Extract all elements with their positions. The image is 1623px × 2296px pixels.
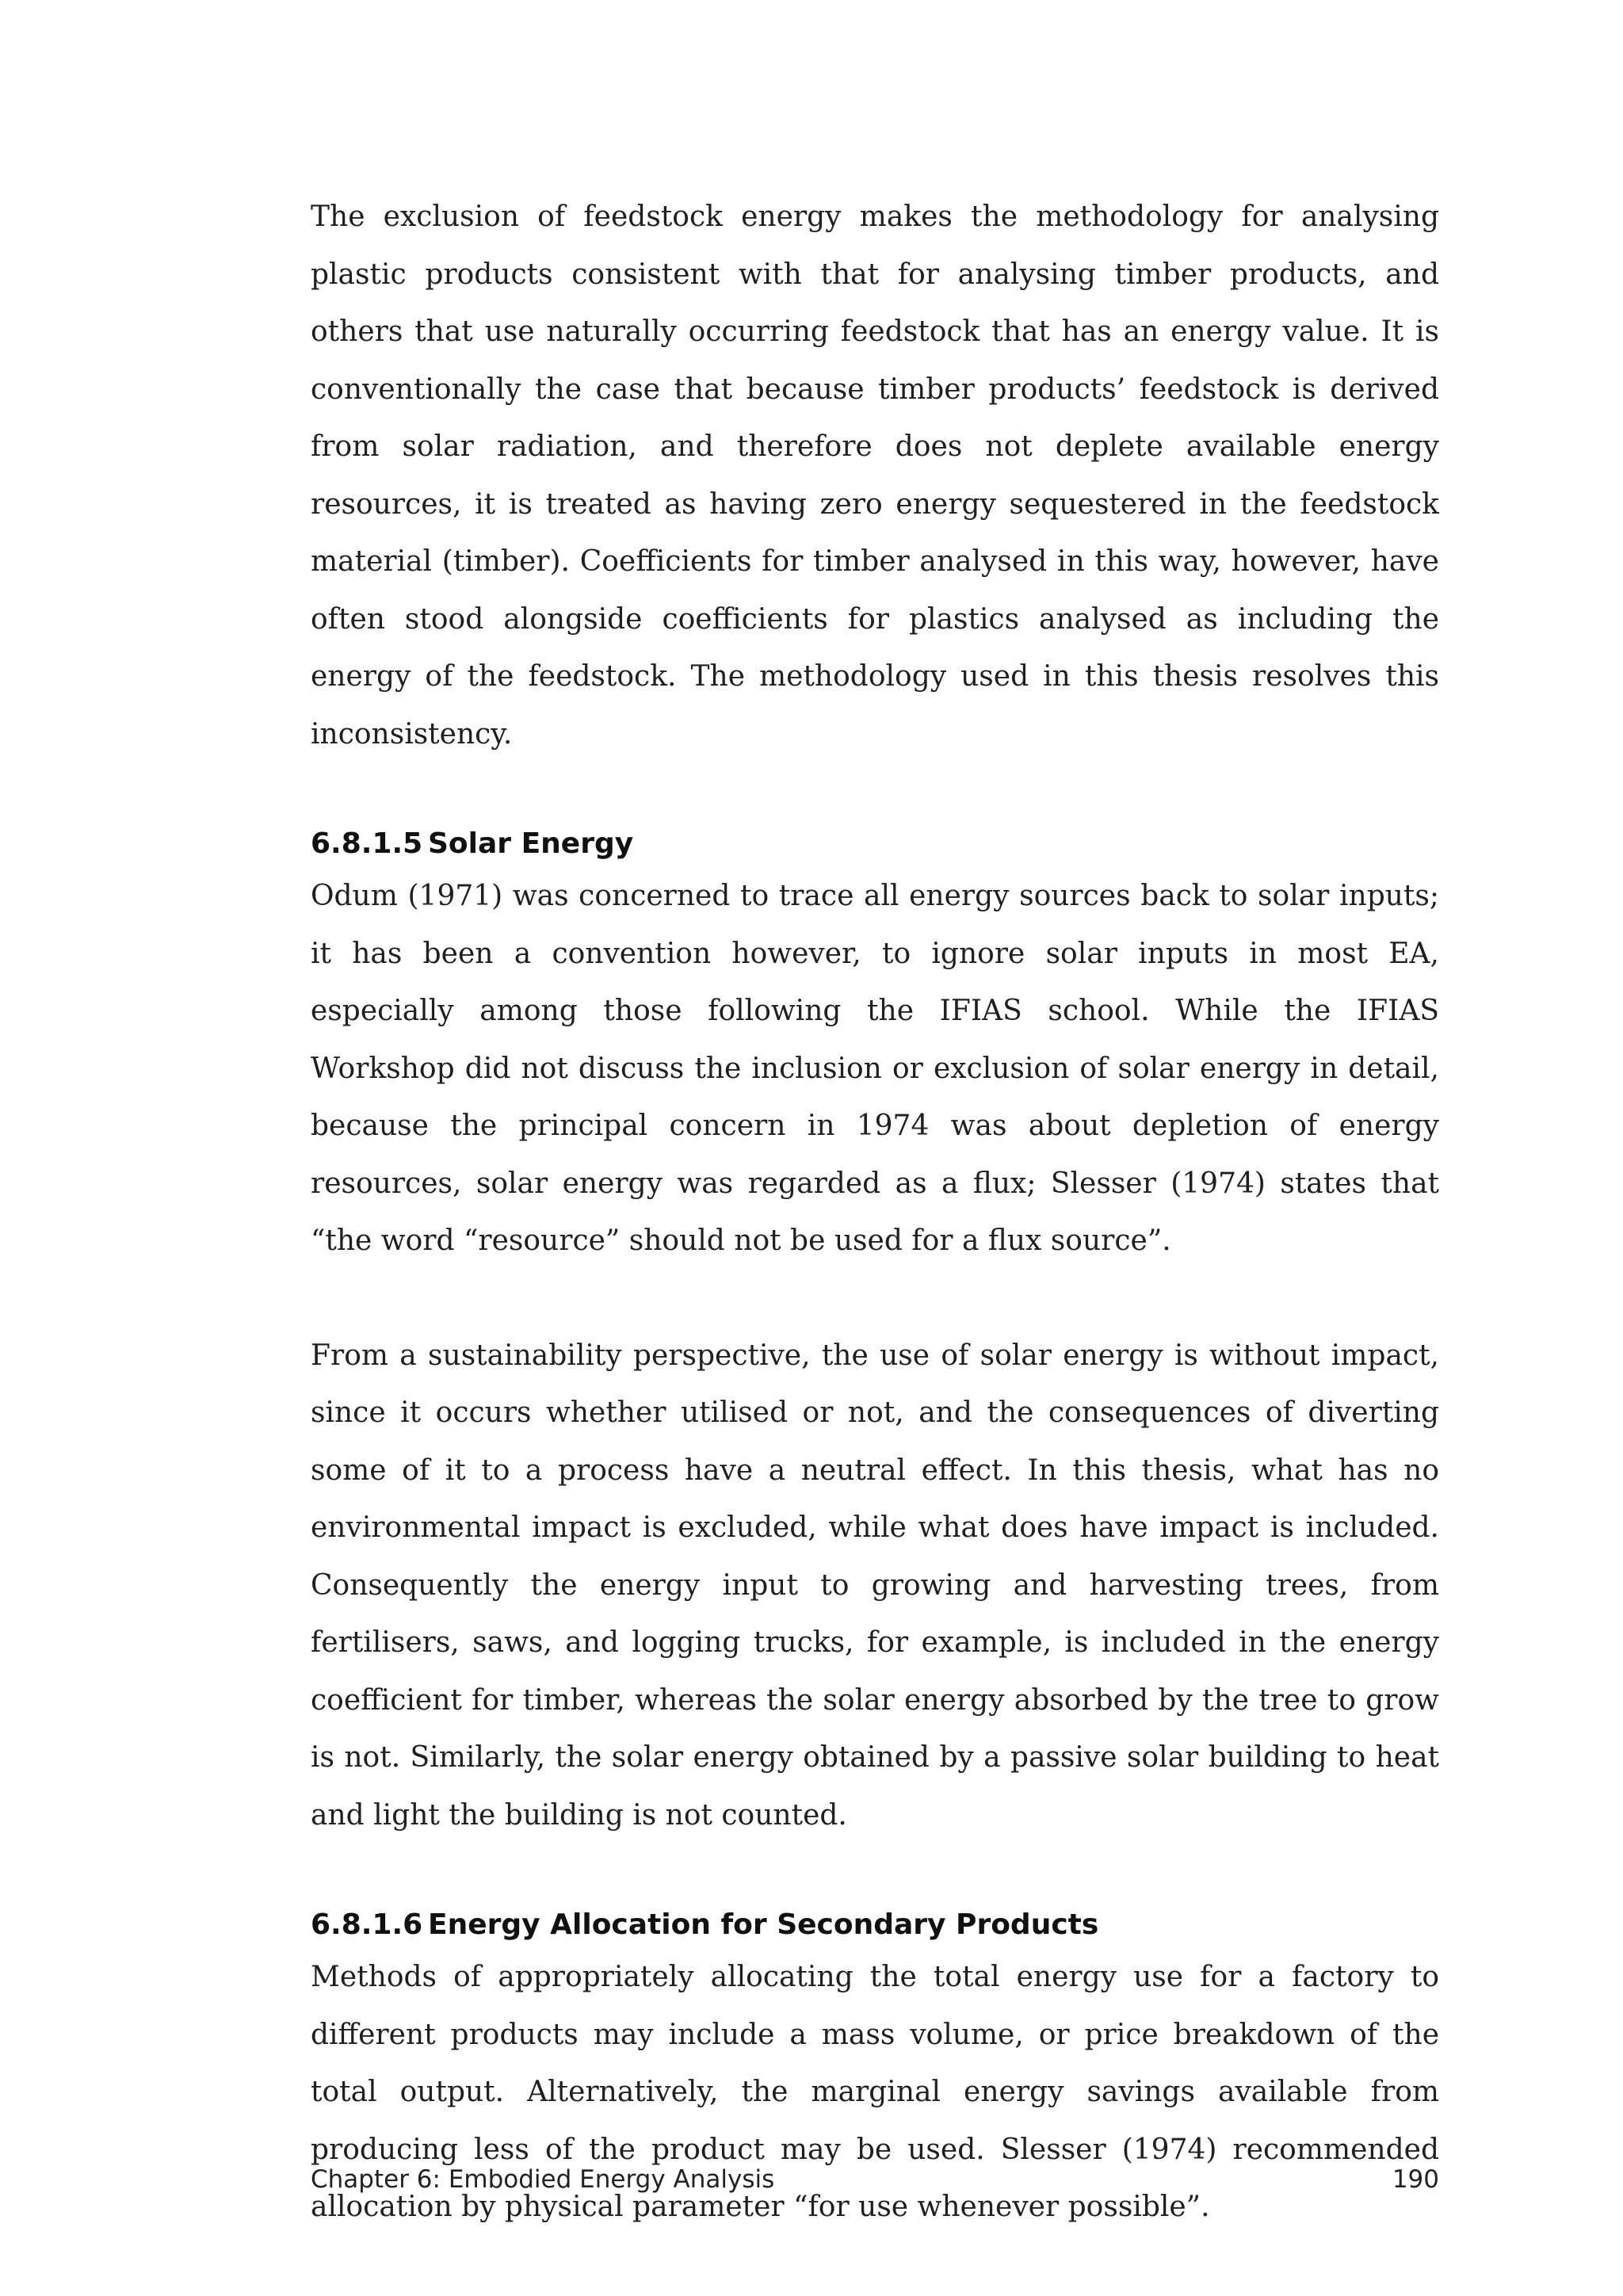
section-title: Solar Energy — [428, 827, 634, 860]
spacer — [311, 1844, 1439, 1901]
section-title: Energy Allocation for Secondary Products — [428, 1908, 1099, 1941]
section-number: 6.8.1.6 — [311, 1908, 423, 1941]
paragraph-sustainability: From a sustainability perspective, the use of solar energy is without impact, since it occurs whether utilised or not, and the consequences of diverting some of it to a process have a neutral effect. In this thesis, what has no environmental impact is excluded, while what does have impact is included. Consequently the energy input to growing and harvesting trees, from fertilisers, saws, and logging trucks, for example, is included in the energy coefficient for timber, whereas the solar energy absorbed by the tree to grow is not. Similarly, the solar energy obtained by a passive solar building to heat and light the building is not counted. — [311, 1339, 1439, 1832]
page-body — [311, 189, 1439, 2237]
section-heading-solar-energy — [311, 820, 1439, 868]
footer-page-number: 190 — [1392, 2165, 1439, 2194]
paragraph-odum-solar: Odum (1971) was concerned to trace all energy sources back to solar inputs; it has been a convention however, to ignore solar inputs in most EA, especially among those following the IFIAS school. While the IFIAS Workshop did not discuss the inclusion or exclusion of solar energy in detail, because the principal concern in 1974 was about depletion of energy resources, solar energy was regarded as a flux; Slesser (1974) states that “the word “resource” should not be used for a flux source”. — [311, 880, 1439, 1257]
section-heading-energy-allocation — [311, 1901, 1439, 1949]
spacer — [311, 1270, 1439, 1328]
paragraph-allocation-methods: Methods of appropriately allocating the total energy use for a factory to different products may include a mass volume, or price breakdown of the total output. Alternatively, the marginal energy savings available from producing less of the product may be used. Slesser (1974) recommended allocation by physical parameter “for use whenever possible”. — [311, 1961, 1439, 2223]
page-footer — [311, 2165, 1439, 2194]
paragraph-feedstock-exclusion: The exclusion of feedstock energy makes the methodology for analysing plastic products consistent with that for analysing timber products, and others that use naturally occurring feedstock that has an energy value. It is conventionally the case that because timber products’ feedstock is derived from solar radiation, and therefore does not deplete available energy resources, it is treated as having zero energy sequestered in the feedstock material (timber). Coefficients for timber analysed in this way, however, have often stood alongside coefficients for plastics analysed as including the energy of the feedstock. The methodology used in this thesis resolves this inconsistency. — [311, 201, 1439, 751]
spacer — [311, 763, 1439, 820]
section-number: 6.8.1.5 — [311, 827, 423, 860]
footer-chapter-title: Chapter 6: Embodied Energy Analysis — [311, 2165, 775, 2194]
